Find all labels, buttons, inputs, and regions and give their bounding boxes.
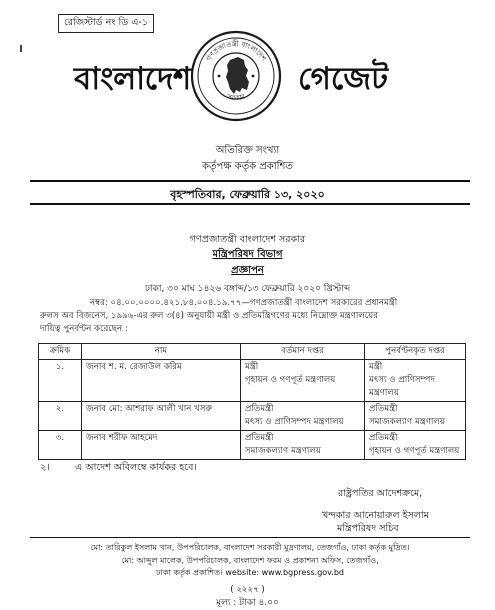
new-role: প্রতিমন্ত্রী [369,433,398,443]
row-current-office [241,402,365,431]
notification-title: প্রজ্ঞাপন [231,265,264,276]
current-role: প্রতিমন্ত্রী [245,404,274,414]
new-role: প্রতিমন্ত্রী [369,404,398,414]
header-serial: ক্রমিক [39,344,82,360]
authority-label: কর্তৃপক্ষ কর্তৃক প্রকাশিত [202,161,293,172]
publisher-line: মো: আব্দুল মালেক, উপপরিচালক, বাংলাদেশ ফরম ও প্রকাশনা অফিস, তেজগাঁও, [121,556,379,565]
masthead-gazette: গেজেট [298,61,388,97]
new-ministry: সমাজকল্যাণ মন্ত্রণালয় [369,417,445,427]
reallocation-table [38,343,466,460]
footer-rule [30,537,470,538]
division-name: মন্ত্রিপরিষদ বিভাগ [212,249,283,260]
row-new-office [365,402,466,431]
order-number: ২। [40,462,50,473]
price: মূল্য : টাকা ৪.০০ [216,598,279,608]
row-serial: ১. [39,360,82,402]
row-serial: ৩. [39,431,82,460]
table-row [39,431,466,460]
body-line: নম্বর: ০৪.০০.০০০০.৪২১.৮৪.০০৪.১৯.৭৭—গণপ্রজাতন্ত্রী বাংলাদেশ সরকারের প্রধানমন্ত্রী [90,298,398,308]
row-current-office [241,431,365,460]
body-line: রুলস অব বিজনেস, ১৯৯৬-এর রুল ৩(৪) অনুযায়ী মন্ত্রী ও প্রতিমন্ত্রিগণের মধ্যে নিম্নোক্ত মন্ত্রণালয়ের [40,311,378,321]
signatory-name: খন্দকার আনোয়ারুল ইসলাম [322,510,429,521]
extra-issue-label: অতিরিক্ত সংখ্যা [215,145,280,156]
new-role: মন্ত্রী [369,362,383,372]
government-name: গণপ্রজাতন্ত্রী বাংলাদেশ সরকার [189,234,306,245]
registered-number: রেজিস্টার্ড নং ডি এ-১ [58,14,154,33]
seal-top-text: গণপ্রজাতন্ত্রী বাংলাদেশ [204,39,268,63]
table-row [39,402,466,431]
publisher-website-line: ঢাকা কর্তৃক প্রকাশিত। website: www.bgpress.gov.bd [156,568,344,577]
row-new-office [365,431,466,460]
current-role: প্রতিমন্ত্রী [245,433,274,443]
row-name: জনাব শরীফ আহমেদ [82,431,241,460]
current-ministry: গৃহায়ন ও গণপূর্ত মন্ত্রণালয় [245,375,336,385]
government-seal [190,30,282,122]
current-role: মন্ত্রী [245,362,259,372]
top-rule [30,180,470,182]
row-serial: ২. [39,402,82,431]
issue-date: বৃহস্পতিবার, ফেব্রুয়ারি ১৩, ২০২০ [170,188,325,201]
header-current-office: বর্তমান দপ্তর [241,344,365,360]
signatory-designation: মন্ত্রিপরিষদ সচিব [337,523,399,534]
row-name: জনাব মো: আশরাফ আলী খান খসরু [82,402,241,431]
header-name: নাম [82,344,241,360]
bottom-rule [30,203,470,205]
row-current-office [241,360,365,402]
row-name: জনাব শ. ম. রেজাউল করিম [82,360,241,402]
place-date: ঢাকা, ৩০ মাঘ ১৪২৬ বঙ্গাব্দ/১৩ ফেব্রুয়ারি ২০২০ খ্রিস্টাব্দ [144,284,351,294]
body-line: দায়িত্ব পুনর্বণ্টন করেছেন : [40,324,128,334]
table-row [39,360,466,402]
printer-line: মো: তারিকুল ইসলাম খান, উপপরিচালক, বাংলাদেশ সরকারী মুদ্রণালয়, তেজগাঁও, ঢাকা কর্তৃক মুদ্রিত। [90,543,410,552]
margin-mark [20,45,22,52]
current-ministry: মৎস্য ও প্রাণিসম্পদ মন্ত্রণালয় [245,417,344,427]
masthead-bangladesh: বাংলাদেশ [74,61,191,97]
by-order-line: রাষ্ট্রপতির আদেশক্রমে, [338,488,423,499]
new-ministry: গৃহায়ন ও গণপূর্ত মন্ত্রণালয় [369,446,460,456]
header-new-office: পুনর্বণ্টনকৃত দপ্তর [365,344,466,360]
seal-bottom-text: সরকার [225,92,247,103]
new-ministry: মৎস্য ও প্রাণিসম্পদ মন্ত্রণালয় [369,375,436,398]
order-text: এ আদেশ অবিলম্বে কার্যকর হবে। [75,462,197,473]
page-number: ( ২২২৭ ) [230,585,265,595]
notification-body [40,297,465,336]
current-ministry: সমাজকল্যাণ মন্ত্রণালয় [245,446,321,456]
table-header-row [39,344,466,360]
row-new-office [365,360,466,402]
